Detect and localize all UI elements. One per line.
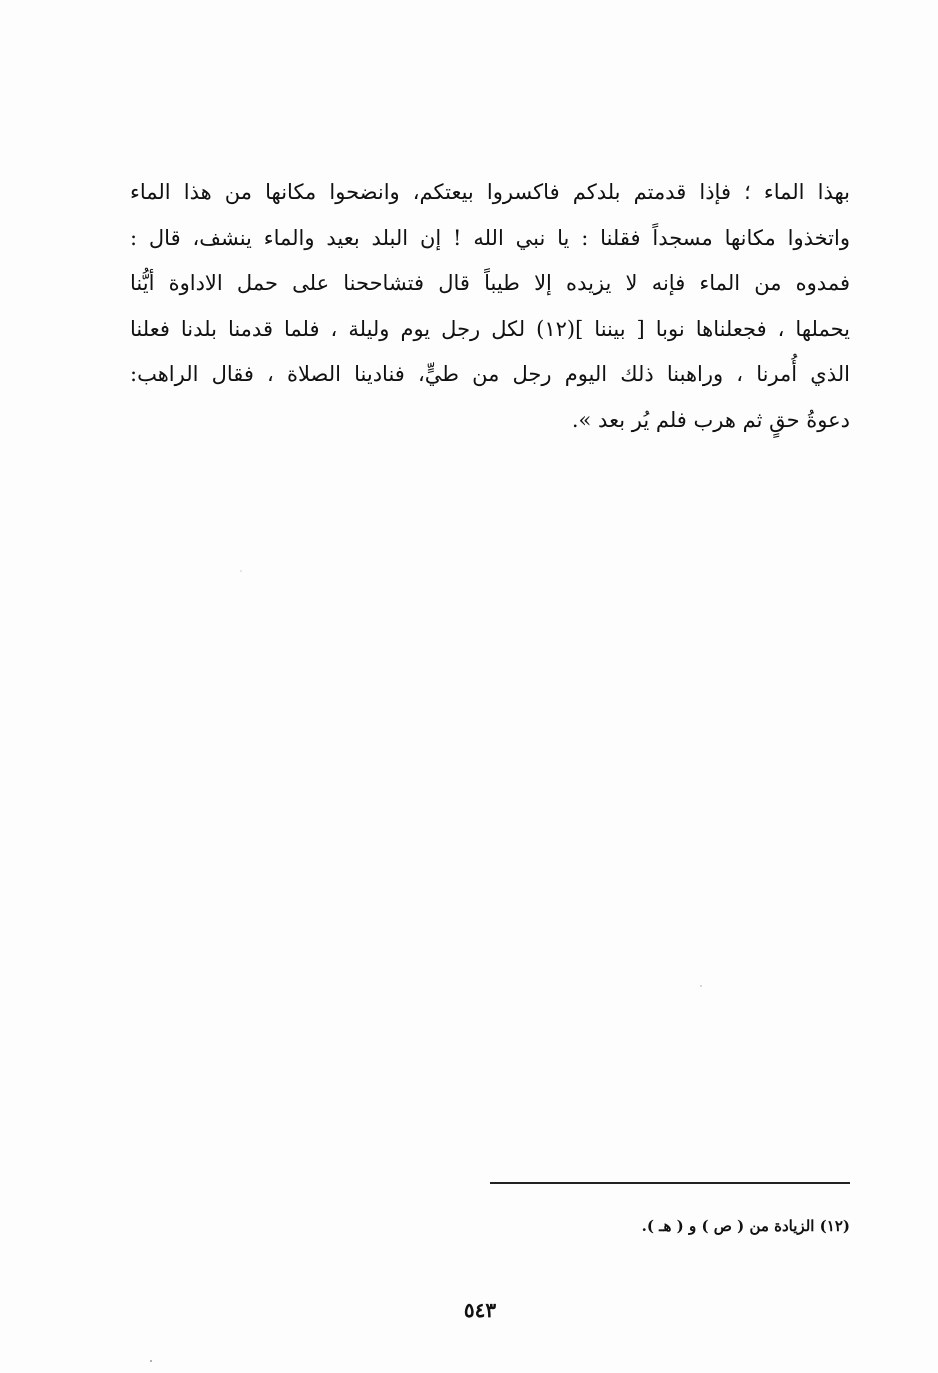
body-text [130,170,850,443]
footnote-separator [490,1182,850,1184]
body-line-6: دعوةُ حقٍ ثم هرب فلم يُر بعد ». [571,407,850,432]
scan-speck [150,1360,152,1362]
body-line-2: واتخذوا مكانها مسجداً فقلنا : يا نبي الله ! إن البلد بعيد والماء ينشف، قال : [130,225,850,250]
footnote: (١٢) الزيادة من ( ص ) و ( هـ ). [641,1217,850,1235]
body-line-5: الذي أُمرنا ، وراهبنا ذلك اليوم رجل من طيٍّ، فنادينا الصلاة ، فقال الراهب: [130,362,850,386]
body-line-1: بهذا الماء ؛ فإذا قدمتم بلدكم فاكسروا بيعتكم، وانضحوا مكانها من هذا الماء [130,180,850,204]
body-line-4: يحملها ، فجعلناها نوبا [ بيننا ](١٢) لكل رجل يوم وليلة ، فلما قدمنا بلدنا فعلنا [130,316,850,341]
scan-speck [700,985,702,987]
body-line-3: فمدوه من الماء فإنه لا يزيده إلا طيباً قال فتشاححنا على حمل الاداوة أيُّنا [130,271,850,295]
page-number: ٥٤٣ [463,1298,497,1322]
scan-speck [240,570,242,572]
